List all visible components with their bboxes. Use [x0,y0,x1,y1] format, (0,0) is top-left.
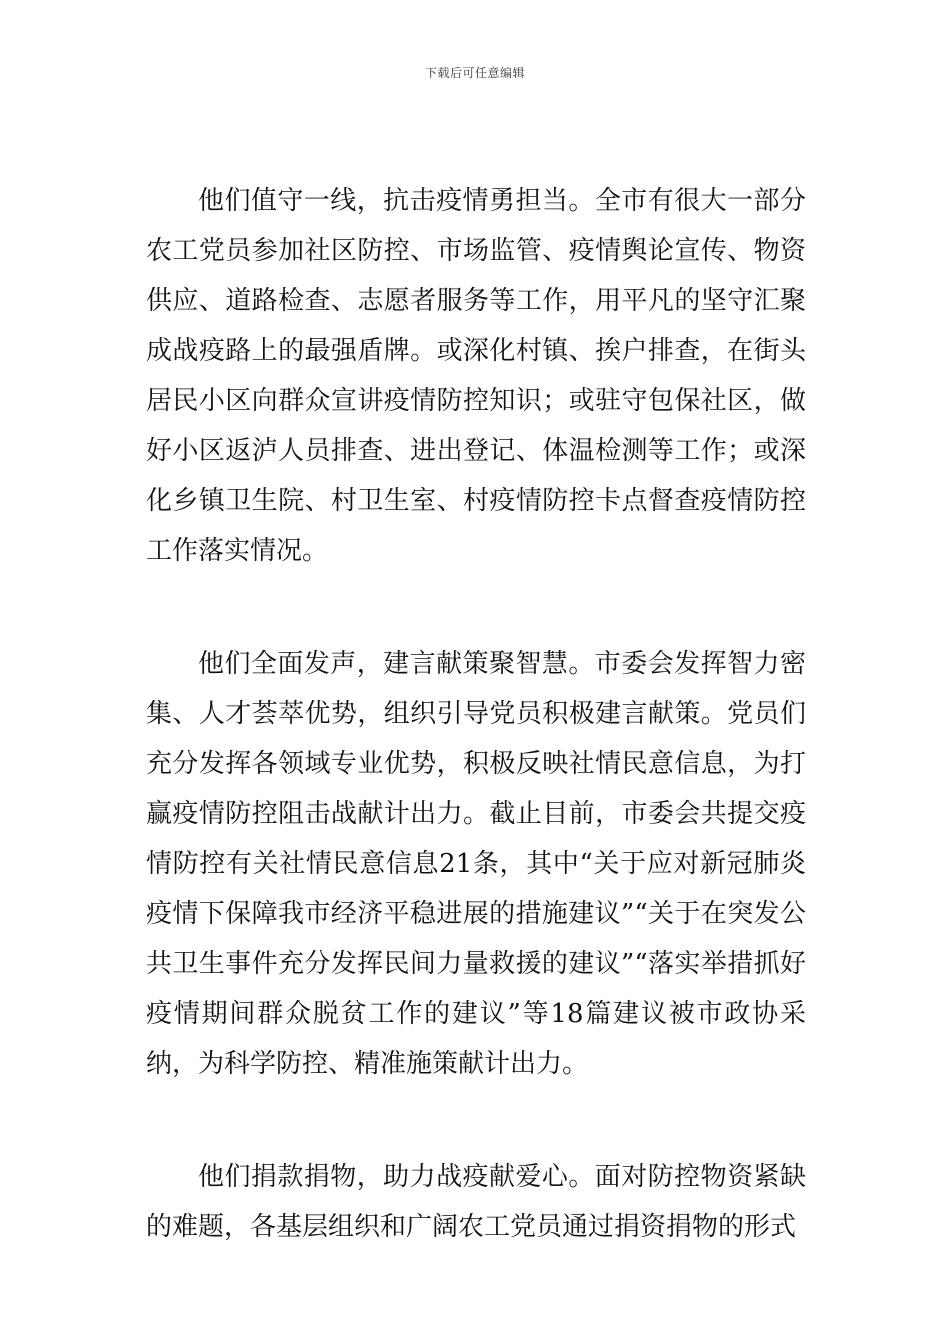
page-header: 下载后可任意编辑 [424,66,525,80]
paragraph-frontline: 他们值守一线，抗击疫情勇担当。全市有很大一部分农工党员参加社区防控、市场监管、疫情舆论宣传、物资供应、道路检查、志愿者服务等工作，用平凡的坚守汇聚成战疫路上的最强盾牌。或深化村镇、挨户排查，在街头居民小区向群众宣讲疫情防控知识；或驻守包保社区，做好小区返泸人员排查、进出登记、体温检测等工作；或深化乡镇卫生院、村卫生室、村疫情防控卡点督查疫情防控工作落实情况。 [146,186,806,566]
paragraph-suggestions: 他们全面发声，建言献策聚智慧。市委会发挥智力密集、人才荟萃优势，组织引导党员积极建言献策。党员们充分发挥各领域专业优势，积极反映社情民意信息，为打赢疫情防控阻击战献计出力。截止目前，市委会共提交疫情防控有关社情民意信息21条，其中“关于应对新冠肺炎疫情下保障我市经济平稳进展的措施建议”“关于在突发公共卫生事件充分发挥民间力量救援的建议”“落实举措抓好疫情期间群众脱贫工作的建议”等18篇建议被市政协采纳，为科学防控、精准施策献计出力。 [146,649,806,1079]
paragraph-donations: 他们捐款捐物，助力战疫献爱心。面对防控物资紧缺的难题，各基层组织和广阔农工党员通过捐资捐物的形式 [146,1162,806,1242]
document-body [146,176,806,1315]
